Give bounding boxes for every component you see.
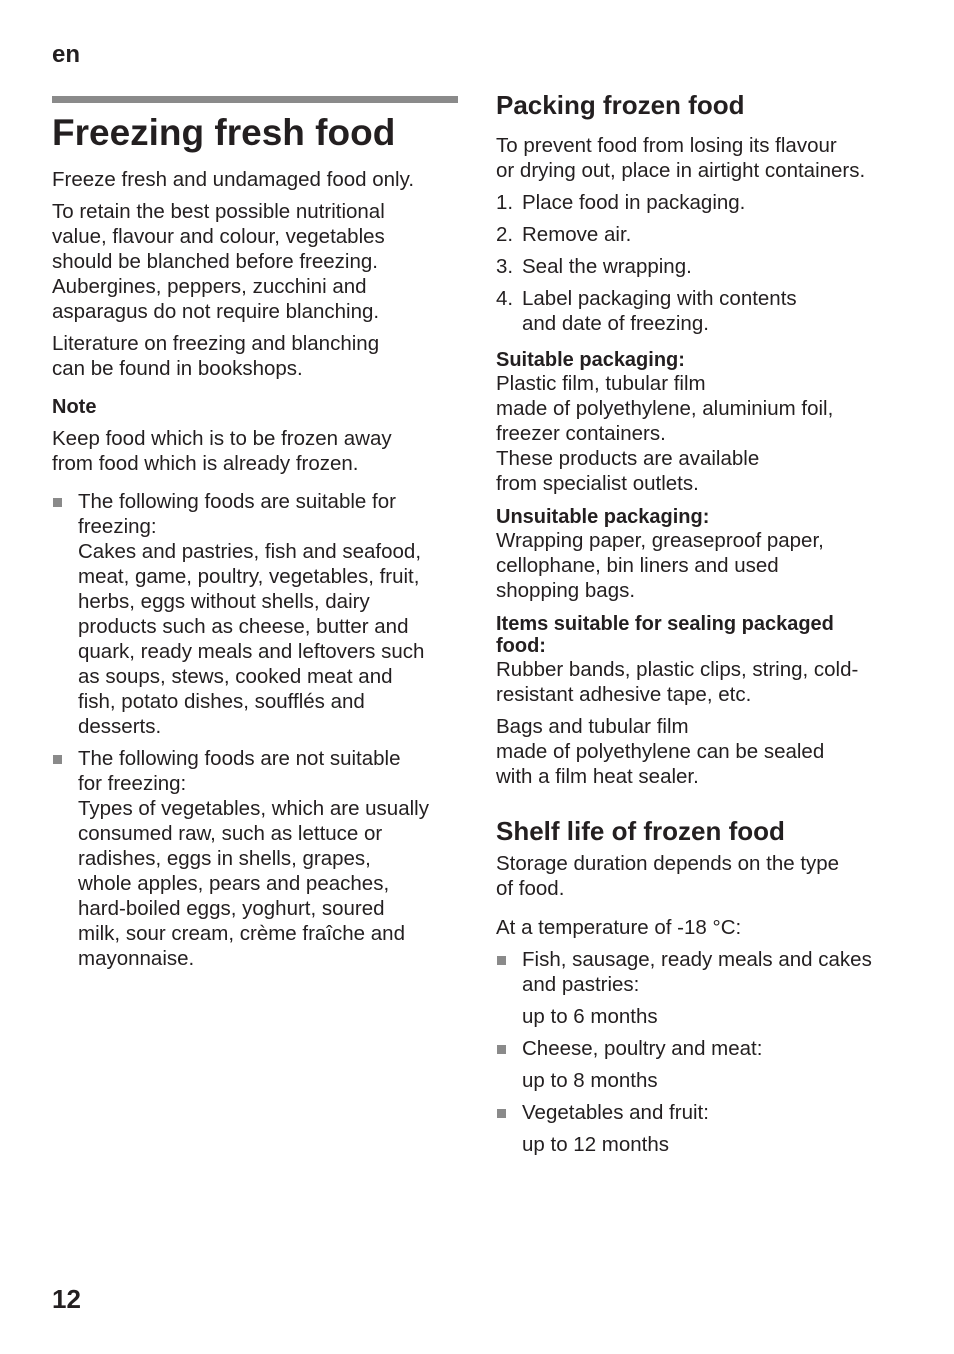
page-title: Freezing fresh food	[52, 112, 396, 153]
list-item: 4. Label packaging with contents and date of freezing.	[496, 287, 797, 335]
literature-paragraph: Literature on freezing and blanching can be found in bookshops.	[52, 332, 380, 380]
suitable-packaging-heading: Suitable packaging:	[496, 349, 685, 371]
list-item: The following foods are suitable for freezing: Cakes and pastries, fish and seafood, meat, game, poultry, vegetables, fruit, herbs, eggs without shells, dairy products such as cheese, butter and quark, ready meals and leftovers such as soups, stews, cooked meat and fish, potato dishes, soufflés and desserts.	[52, 489, 462, 739]
packing-heading: Packing frozen food	[496, 90, 745, 120]
blanching-paragraph: To retain the best possible nutritional value, flavour and colour, vegetables should be blanched before freezing. Aubergines, peppers, zucchini and asparagus do not require blanching.	[52, 200, 385, 323]
list-item: The following foods are not suitable for freezing: Types of vegetables, which are usually consumed raw, such as lettuce or radishes, eggs in shells, grapes, whole apples, pears and peaches, hard-boiled eggs, yoghurt, soured milk, sour cream, crème fraîche and mayonnaise.	[52, 746, 462, 971]
sealing-items-text: Rubber bands, plastic clips, string, cold- resistant adhesive tape, etc.	[496, 658, 859, 706]
list-item: Vegetables and fruit:	[496, 1100, 916, 1125]
suitable-packaging-text: Plastic film, tubular film made of polyethylene, aluminium foil, freezer containers. These products are available from specialist outlets.	[496, 372, 834, 495]
duration-text: up to 6 months	[522, 1005, 658, 1028]
shelf-life-list	[496, 947, 916, 997]
duration-text: up to 8 months	[522, 1069, 658, 1092]
freezing-suitability-list	[52, 489, 462, 971]
packing-intro: To prevent food from losing its flavour or drying out, place in airtight containers.	[496, 134, 866, 182]
left-column	[52, 167, 462, 971]
list-item: 2. Remove air.	[496, 223, 632, 246]
bags-text: Bags and tubular film made of polyethylene can be sealed with a film heat sealer.	[496, 715, 825, 788]
note-text: Keep food which is to be frozen away from food which is already frozen.	[52, 427, 392, 475]
temperature-text: At a temperature of -18 °C:	[496, 916, 742, 939]
shelf-life-list	[496, 1100, 916, 1125]
list-item: 1. Place food in packaging.	[496, 191, 746, 214]
shelf-life-heading: Shelf life of frozen food	[496, 816, 785, 846]
duration-text: up to 12 months	[522, 1133, 670, 1156]
list-item: Cheese, poultry and meat:	[496, 1036, 916, 1061]
unsuitable-packaging-text: Wrapping paper, greaseproof paper, cellophane, bin liners and used shopping bags.	[496, 529, 824, 602]
list-item: 3. Seal the wrapping.	[496, 255, 692, 278]
shelf-life-list	[496, 1036, 916, 1061]
right-column	[496, 89, 916, 1157]
sealing-items-heading: Items suitable for sealing packaged food:	[496, 613, 834, 657]
language-label: en	[52, 41, 81, 68]
intro-paragraph: Freeze fresh and undamaged food only.	[52, 168, 415, 191]
list-item: Fish, sausage, ready meals and cakes and pastries:	[496, 947, 916, 997]
page-number: 12	[52, 1284, 81, 1314]
shelf-life-intro: Storage duration depends on the type of food.	[496, 852, 840, 900]
packing-steps	[496, 190, 916, 336]
note-heading: Note	[52, 396, 97, 418]
unsuitable-packaging-heading: Unsuitable packaging:	[496, 506, 710, 528]
section-rule	[52, 96, 458, 103]
